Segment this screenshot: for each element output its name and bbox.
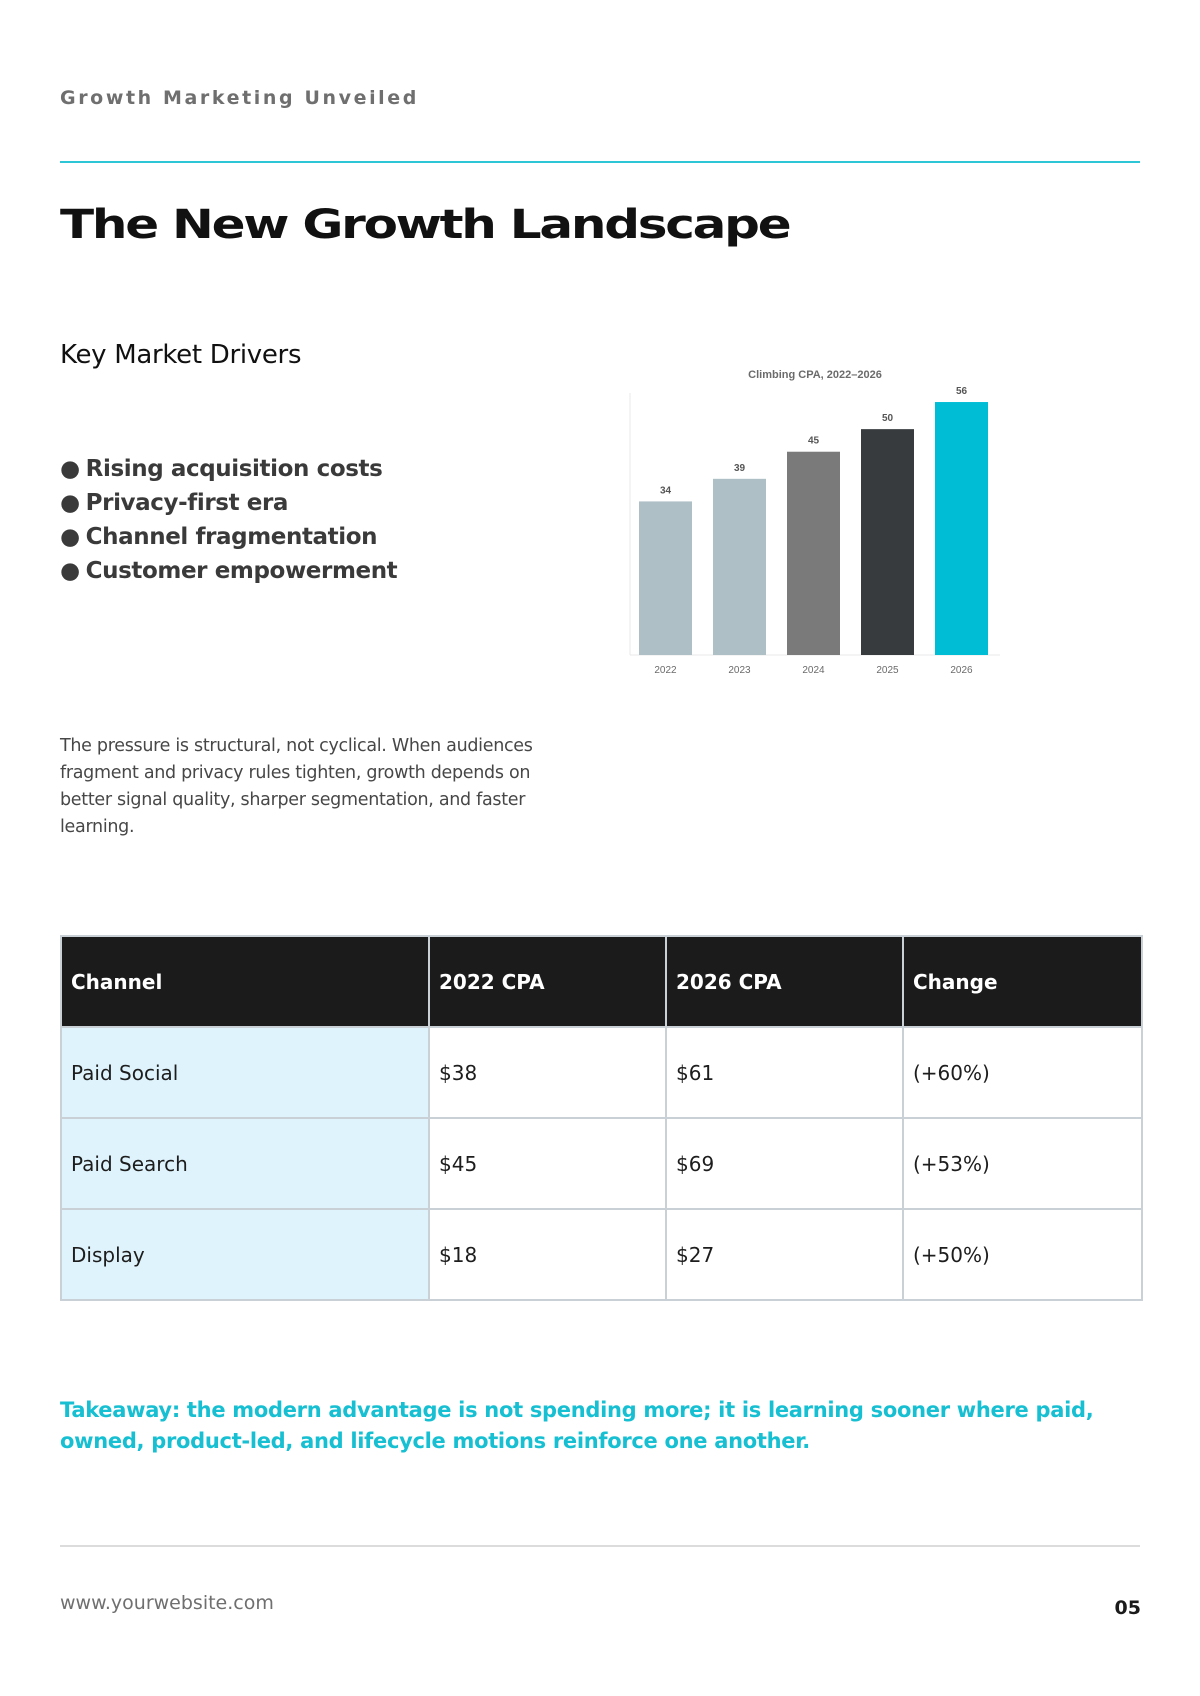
takeaway-text: Takeaway: the modern advantage is not spending more; it is learning sooner where paid, owned, product-led, and lifecycle motions reinforce one another. [60, 1398, 1094, 1453]
cell-2022-cpa: $38 [429, 1027, 666, 1118]
cell-change: (+60%) [903, 1027, 1142, 1118]
driver-item [60, 486, 397, 520]
chart-title: Climbing CPA, 2022–2026 [748, 369, 882, 381]
bullet-icon: ● [60, 490, 80, 516]
header-divider [60, 161, 1140, 163]
chart-bar-2022 [639, 501, 692, 655]
page-number: 05 [1114, 1597, 1141, 1619]
driver-item [60, 520, 397, 554]
chart-data-label: 56 [955, 386, 968, 398]
drivers-list [60, 452, 397, 588]
cell-channel: Paid Search [61, 1118, 429, 1209]
header-change: Change [903, 936, 1142, 1027]
body-paragraph: The pressure is structural, not cyclical. When audiences fragment and privacy rules tighten, growth depends on better signal quality, sharper segmentation, and faster learning. [60, 736, 533, 837]
chart-x-tick-label: 2023 [728, 665, 751, 676]
chart-x-tick-label: 2025 [876, 665, 899, 676]
chart-bar-2025 [861, 429, 914, 655]
table-row [61, 1027, 1142, 1118]
chart-data-label: 50 [881, 413, 894, 425]
section-title: Key Market Drivers [60, 340, 302, 370]
cell-channel: Paid Social [61, 1027, 429, 1118]
table-header-row [61, 936, 1142, 1027]
bullet-icon: ● [60, 558, 80, 584]
cell-2022-cpa: $18 [429, 1209, 666, 1300]
chart-bar-2024 [787, 452, 840, 655]
header-2026-cpa: 2026 CPA [666, 936, 903, 1027]
driver-label: Privacy-first era [85, 490, 289, 516]
cell-2026-cpa: $27 [666, 1209, 903, 1300]
bullet-icon: ● [60, 524, 80, 550]
footer-divider [60, 1545, 1140, 1547]
table-row [61, 1209, 1142, 1300]
cpa-bar-chart-svg [625, 360, 1005, 680]
chart-x-tick-label: 2022 [654, 665, 677, 676]
header-2022-cpa: 2022 CPA [429, 936, 666, 1027]
cell-change: (+53%) [903, 1118, 1142, 1209]
bullet-icon: ● [60, 456, 80, 482]
page-title: The New Growth Landscape [60, 202, 790, 248]
chart-data-label: 39 [733, 462, 746, 474]
cell-change: (+50%) [903, 1209, 1142, 1300]
chart-bar-2023 [713, 479, 766, 655]
cpa-table [60, 935, 1143, 1301]
driver-item [60, 554, 397, 588]
chart-bar-2026 [935, 402, 988, 655]
chart-x-tick-label: 2026 [950, 665, 973, 676]
driver-item [60, 452, 397, 486]
chart-data-label: 34 [659, 485, 672, 497]
cell-2022-cpa: $45 [429, 1118, 666, 1209]
cell-channel: Display [61, 1209, 429, 1300]
table-row [61, 1118, 1142, 1209]
driver-label: Customer empowerment [85, 558, 398, 584]
chart-data-label: 45 [807, 435, 820, 447]
cell-2026-cpa: $69 [666, 1118, 903, 1209]
header-channel: Channel [61, 936, 429, 1027]
running-header-title: Growth Marketing Unveiled [60, 87, 419, 109]
cpa-bar-chart [625, 360, 1005, 680]
driver-label: Rising acquisition costs [85, 456, 383, 482]
cell-2026-cpa: $61 [666, 1027, 903, 1118]
driver-label: Channel fragmentation [85, 524, 378, 550]
footer-website-link[interactable]: www.yourwebsite.com [60, 1592, 274, 1614]
chart-x-tick-label: 2024 [802, 665, 825, 676]
